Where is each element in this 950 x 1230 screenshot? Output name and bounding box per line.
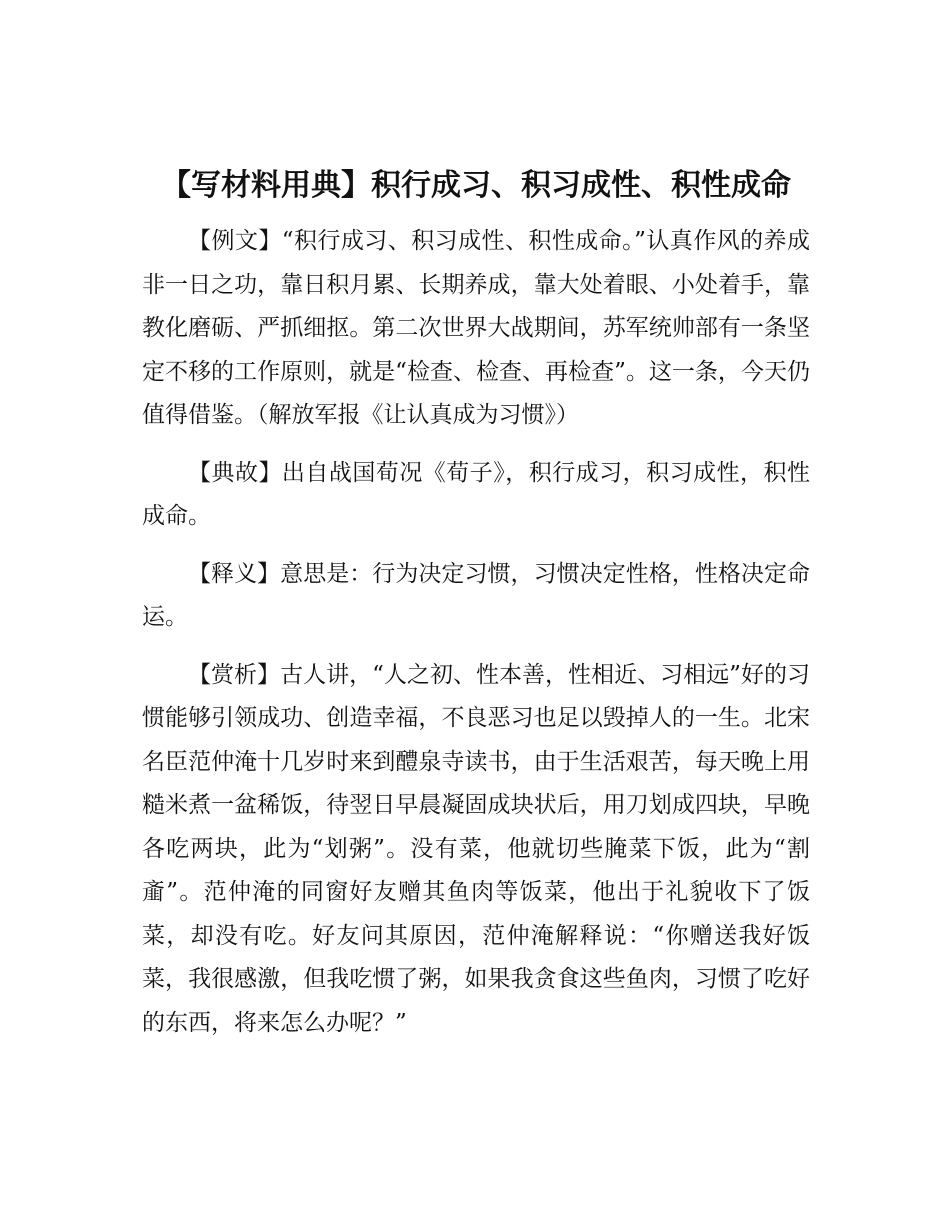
paragraph-example: 【例文】“积行成习、积习成性、积性成命。”认真作风的养成非一日之功，靠日积月累、长期养成，靠大处着眼、小处着手，靠教化磨砺、严抓细抠。第二次世界大战期间，苏军统帅部有一条坚定不移的工作原则，就是“检查、检查、再检查”。这一条，今天仍值得借鉴。（解放军报《让认真成为习惯》） <box>142 228 810 428</box>
paragraph-allusion: 【典故】出自战国荀况《荀子》，积行成习，积习成性，积性成命。 <box>142 459 810 529</box>
paragraph-appreciation: 【赏析】古人讲，“人之初、性本善，性相近、习相远”好的习惯能够引领成功、创造幸福，不良恶习也足以毁掉人的一生。北宋名臣范仲淹十几岁时来到醴泉寺读书，由于生活艰苦，每天晚上用糙米煮一盆稀饭，待翌日早晨凝固成块状后，用刀划成四块，早晚各吃两块，此为“划粥”。没有菜，他就切些腌菜下饭，此为“割齑”。范仲淹的同窗好友赠其鱼肉等饭菜，他出于礼貌收下了饭菜，却没有吃。好友问其原因，范仲淹解释说：“你赠送我好饭菜，我很感激，但我吃惯了粥，如果我贪食这些鱼肉，习惯了吃好的东西，将来怎么办呢？” <box>142 661 810 1036</box>
document-page <box>142 164 810 1059</box>
document-title: 【写材料用典】积行成习、积习成性、积性成命 <box>161 168 791 203</box>
paragraph-meaning: 【释义】意思是：行为决定习惯，习惯决定性格，性格决定命运。 <box>142 560 810 630</box>
